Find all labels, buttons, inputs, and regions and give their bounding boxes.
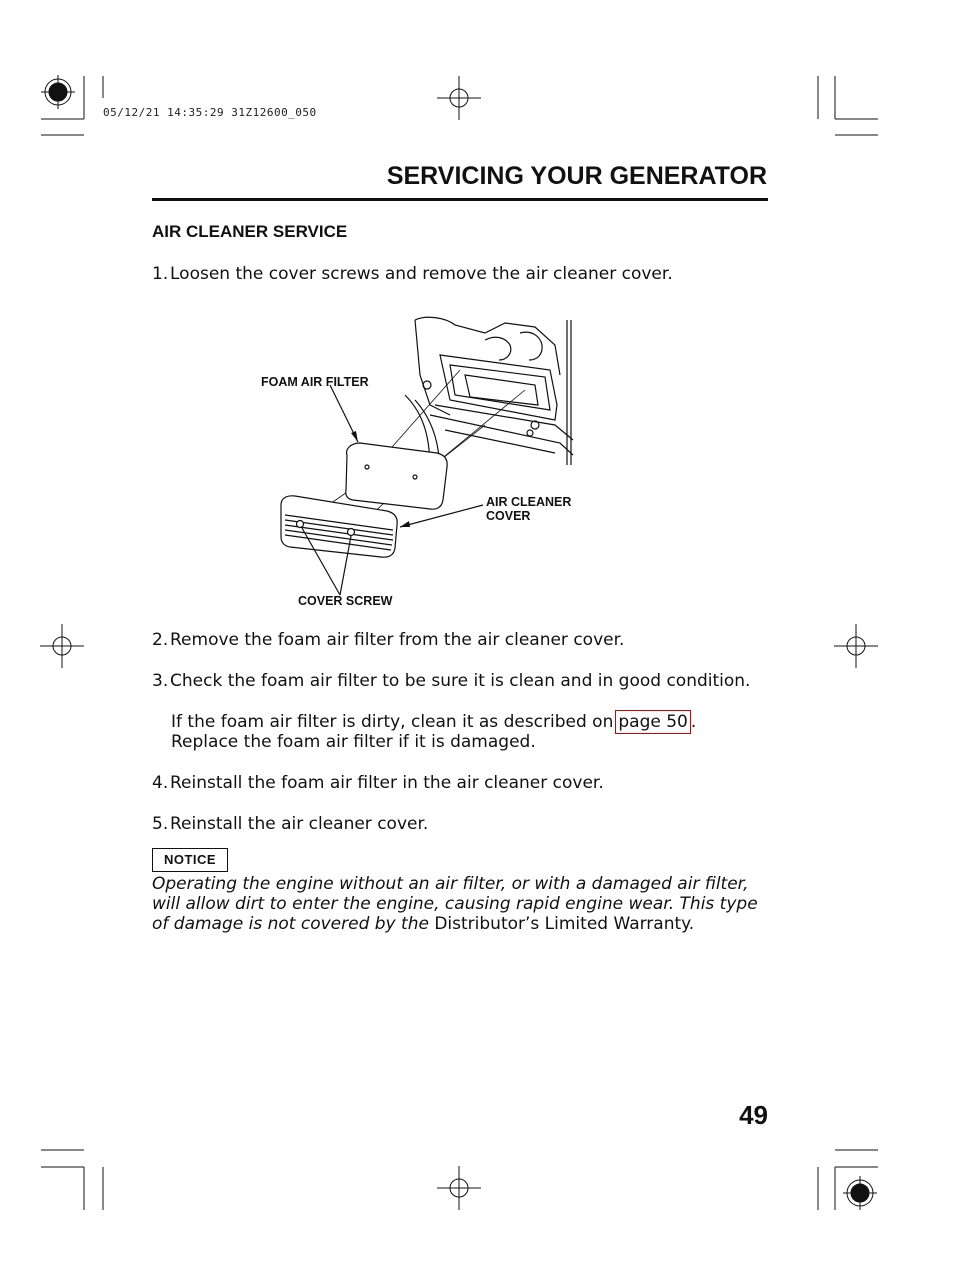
step-3-detail-line-2: Replace the foam air filter if it is damaged. [171, 732, 536, 752]
notice-label: NOTICE [152, 848, 228, 872]
page-50-link[interactable]: page 50 [615, 710, 691, 734]
leader-cover [400, 505, 483, 527]
detail-text: If the foam air filter is dirty, clean it as described on [171, 712, 614, 732]
step-3 [152, 671, 750, 691]
notice-italic-text: Operating the engine without an air filter, or with a damaged air filter, will allow dirt to enter the engine, causing rapid engine wear. This type of damage is not covered by the [152, 874, 758, 934]
subheading: AIR CLEANER SERVICE [152, 222, 348, 241]
step-text: Loosen the cover screws and remove the air cleaner cover. [170, 264, 673, 284]
notice-warranty-text: Distributor’s Limited Warranty. [434, 914, 695, 934]
step-text: Reinstall the air cleaner cover. [170, 814, 429, 834]
air-cleaner-illustration [255, 315, 585, 615]
step-text: Check the foam air filter to be sure it is clean and in good condition. [170, 671, 751, 691]
registration-sunburst-bottom-right [843, 1176, 877, 1210]
engine-housing [405, 317, 573, 475]
section-title: SERVICING YOUR GENERATOR [386, 162, 767, 190]
air-cleaner-cover-part [281, 496, 397, 557]
step-number: 3. [152, 671, 169, 691]
foam-air-filter-part [346, 443, 447, 509]
notice-text [152, 874, 772, 934]
step-number: 2. [152, 630, 169, 650]
title-rule [152, 198, 768, 201]
step-number: 1. [152, 264, 169, 284]
registration-sunburst-top-left [41, 75, 75, 109]
crosshair-right [834, 624, 878, 668]
step-text: Reinstall the foam air filter in the air cleaner cover. [170, 773, 604, 793]
step-number: 5. [152, 814, 169, 834]
crosshair-top-center [437, 76, 481, 120]
crosshair-bottom-center [437, 1166, 481, 1210]
step-2 [152, 630, 624, 650]
detail-period: . [690, 712, 697, 732]
step-5 [152, 814, 428, 834]
step-1 [152, 264, 673, 284]
label-air-cleaner-line2: COVER [486, 509, 531, 523]
step-text: Remove the foam air filter from the air cleaner cover. [170, 630, 625, 650]
crosshair-left [40, 624, 84, 668]
step-3-detail-line-1 [171, 710, 696, 734]
label-air-cleaner-cover [486, 495, 571, 523]
step-number: 4. [152, 773, 169, 793]
page-number: 49 [739, 1100, 768, 1130]
print-stamp: 05/12/21 14:35:29 31Z12600_050 [103, 106, 317, 119]
label-foam-air-filter: FOAM AIR FILTER [261, 375, 369, 389]
step-4 [152, 773, 604, 793]
label-air-cleaner-line1: AIR CLEANER [486, 495, 572, 509]
label-cover-screw: COVER SCREW [298, 594, 393, 608]
